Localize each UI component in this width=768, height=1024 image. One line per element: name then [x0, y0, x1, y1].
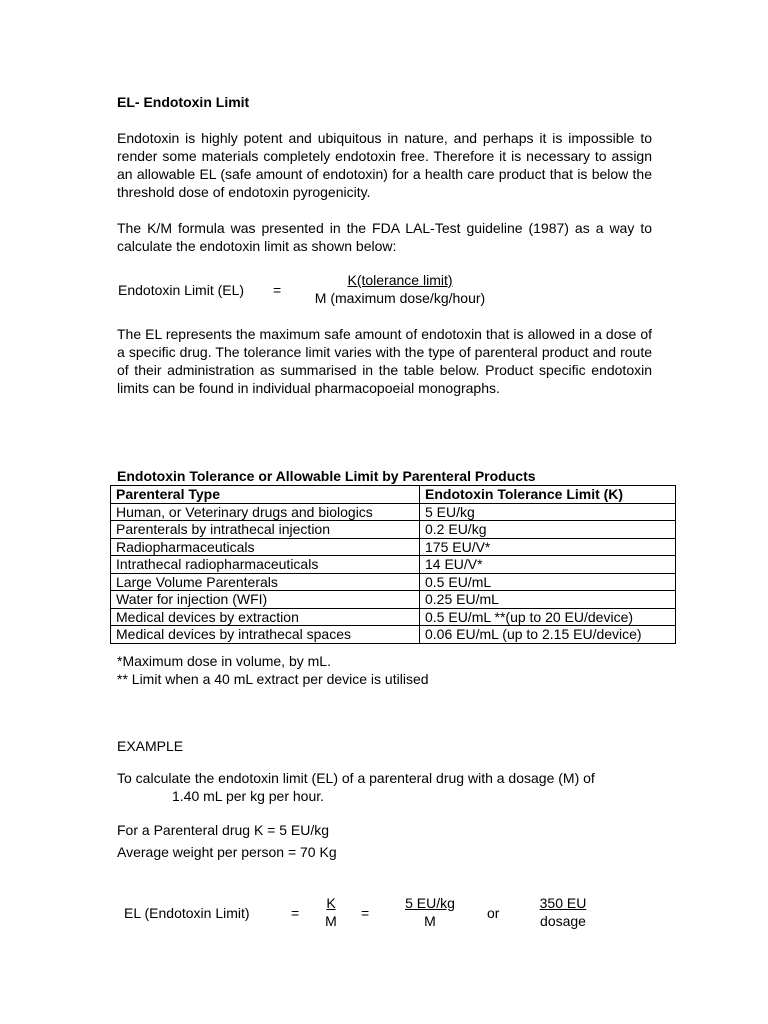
- tolerance-table: [110, 485, 676, 644]
- table-cell: 5 EU/kg: [420, 503, 676, 521]
- example-heading: EXAMPLE: [117, 738, 184, 754]
- page-title: EL- Endotoxin Limit: [117, 94, 250, 110]
- table-cell: 0.5 EU/mL: [420, 573, 676, 591]
- table-cell: 175 EU/V*: [420, 538, 676, 556]
- table-row: [111, 573, 676, 591]
- table-header-cell: Endotoxin Tolerance Limit (K): [420, 486, 676, 504]
- calc-equals: =: [291, 905, 300, 921]
- table-row: [111, 538, 676, 556]
- table-cell: Large Volume Parenterals: [111, 573, 420, 591]
- table-cell: Medical devices by extraction: [111, 608, 420, 626]
- formula-denominator: M (maximum dose/kg/hour): [314, 290, 486, 306]
- table-header-row: [111, 486, 676, 504]
- table-header-cell: Parenteral Type: [111, 486, 420, 504]
- table-footnote: ** Limit when a 40 mL extract per device is utilised: [117, 671, 429, 687]
- table-cell: Radiopharmaceuticals: [111, 538, 420, 556]
- table-title: Endotoxin Tolerance or Allowable Limit by Parenteral Products: [117, 468, 536, 484]
- calc-fraction-value: [394, 894, 466, 930]
- table-row: [111, 626, 676, 644]
- el-paragraph: The EL represents the maximum safe amount of endotoxin that is allowed in a dose of a specific drug. The tolerance limit varies with the type of parenteral product and route of their administration as summarised in the table below. Product specific endotoxin limits can be found in individual pharmacopoeial monographs.: [117, 326, 652, 396]
- example-text: 1.40 mL per kg per hour.: [172, 788, 325, 804]
- table-cell: Water for injection (WFI): [111, 591, 420, 609]
- table-cell: 0.5 EU/mL **(up to 20 EU/device): [420, 608, 676, 626]
- table-row: [111, 556, 676, 574]
- table-row: [111, 503, 676, 521]
- formula-label: Endotoxin Limit (EL): [118, 282, 245, 298]
- table-cell: 0.25 EU/mL: [420, 591, 676, 609]
- table-cell: Medical devices by intrathecal spaces: [111, 626, 420, 644]
- calc-denominator: M: [325, 913, 337, 929]
- example-text: For a Parenteral drug K = 5 EU/kg: [117, 822, 330, 838]
- km-paragraph: The K/M formula was presented in the FDA LAL-Test guideline (1987) as a way to calculate the endotoxin limit as shown below:: [117, 220, 652, 254]
- table-row: [111, 608, 676, 626]
- table-cell: Intrathecal radiopharmaceuticals: [111, 556, 420, 574]
- calc-or: or: [487, 905, 500, 921]
- calc-numerator: K: [326, 895, 336, 911]
- example-text: Average weight per person = 70 Kg: [117, 844, 337, 860]
- table-cell: 14 EU/V*: [420, 556, 676, 574]
- calc-fraction-dosage: [530, 894, 596, 930]
- example-text: To calculate the endotoxin limit (EL) of a parenteral drug with a dosage (M) of: [117, 770, 595, 786]
- calc-equals: =: [361, 905, 370, 921]
- calc-fraction-km: [318, 894, 344, 930]
- calc-numerator: 350 EU: [539, 895, 587, 911]
- calc-denominator: dosage: [540, 913, 586, 929]
- intro-paragraph: Endotoxin is highly potent and ubiquitous in nature, and perhaps it is impossible to render some materials completely endotoxin free. Therefore it is necessary to assign an allowable EL (safe amount of endotoxin) for a health care product that is below the threshold dose of endotoxin pyrogenicity.: [117, 130, 652, 200]
- table-footnote: *Maximum dose in volume, by mL.: [117, 653, 331, 669]
- table-row: [111, 591, 676, 609]
- table-cell: Human, or Veterinary drugs and biologics: [111, 503, 420, 521]
- table-row: [111, 521, 676, 539]
- table-cell: Parenterals by intrathecal injection: [111, 521, 420, 539]
- calc-label: EL (Endotoxin Limit): [124, 905, 250, 921]
- formula-numerator: K(tolerance limit): [347, 272, 453, 288]
- table-cell: 0.06 EU/mL (up to 2.15 EU/device): [420, 626, 676, 644]
- table-cell: 0.2 EU/kg: [420, 521, 676, 539]
- formula-fraction: [300, 271, 500, 307]
- calc-numerator: 5 EU/kg: [405, 895, 455, 911]
- formula-equals: =: [273, 282, 282, 298]
- calc-denominator: M: [424, 913, 436, 929]
